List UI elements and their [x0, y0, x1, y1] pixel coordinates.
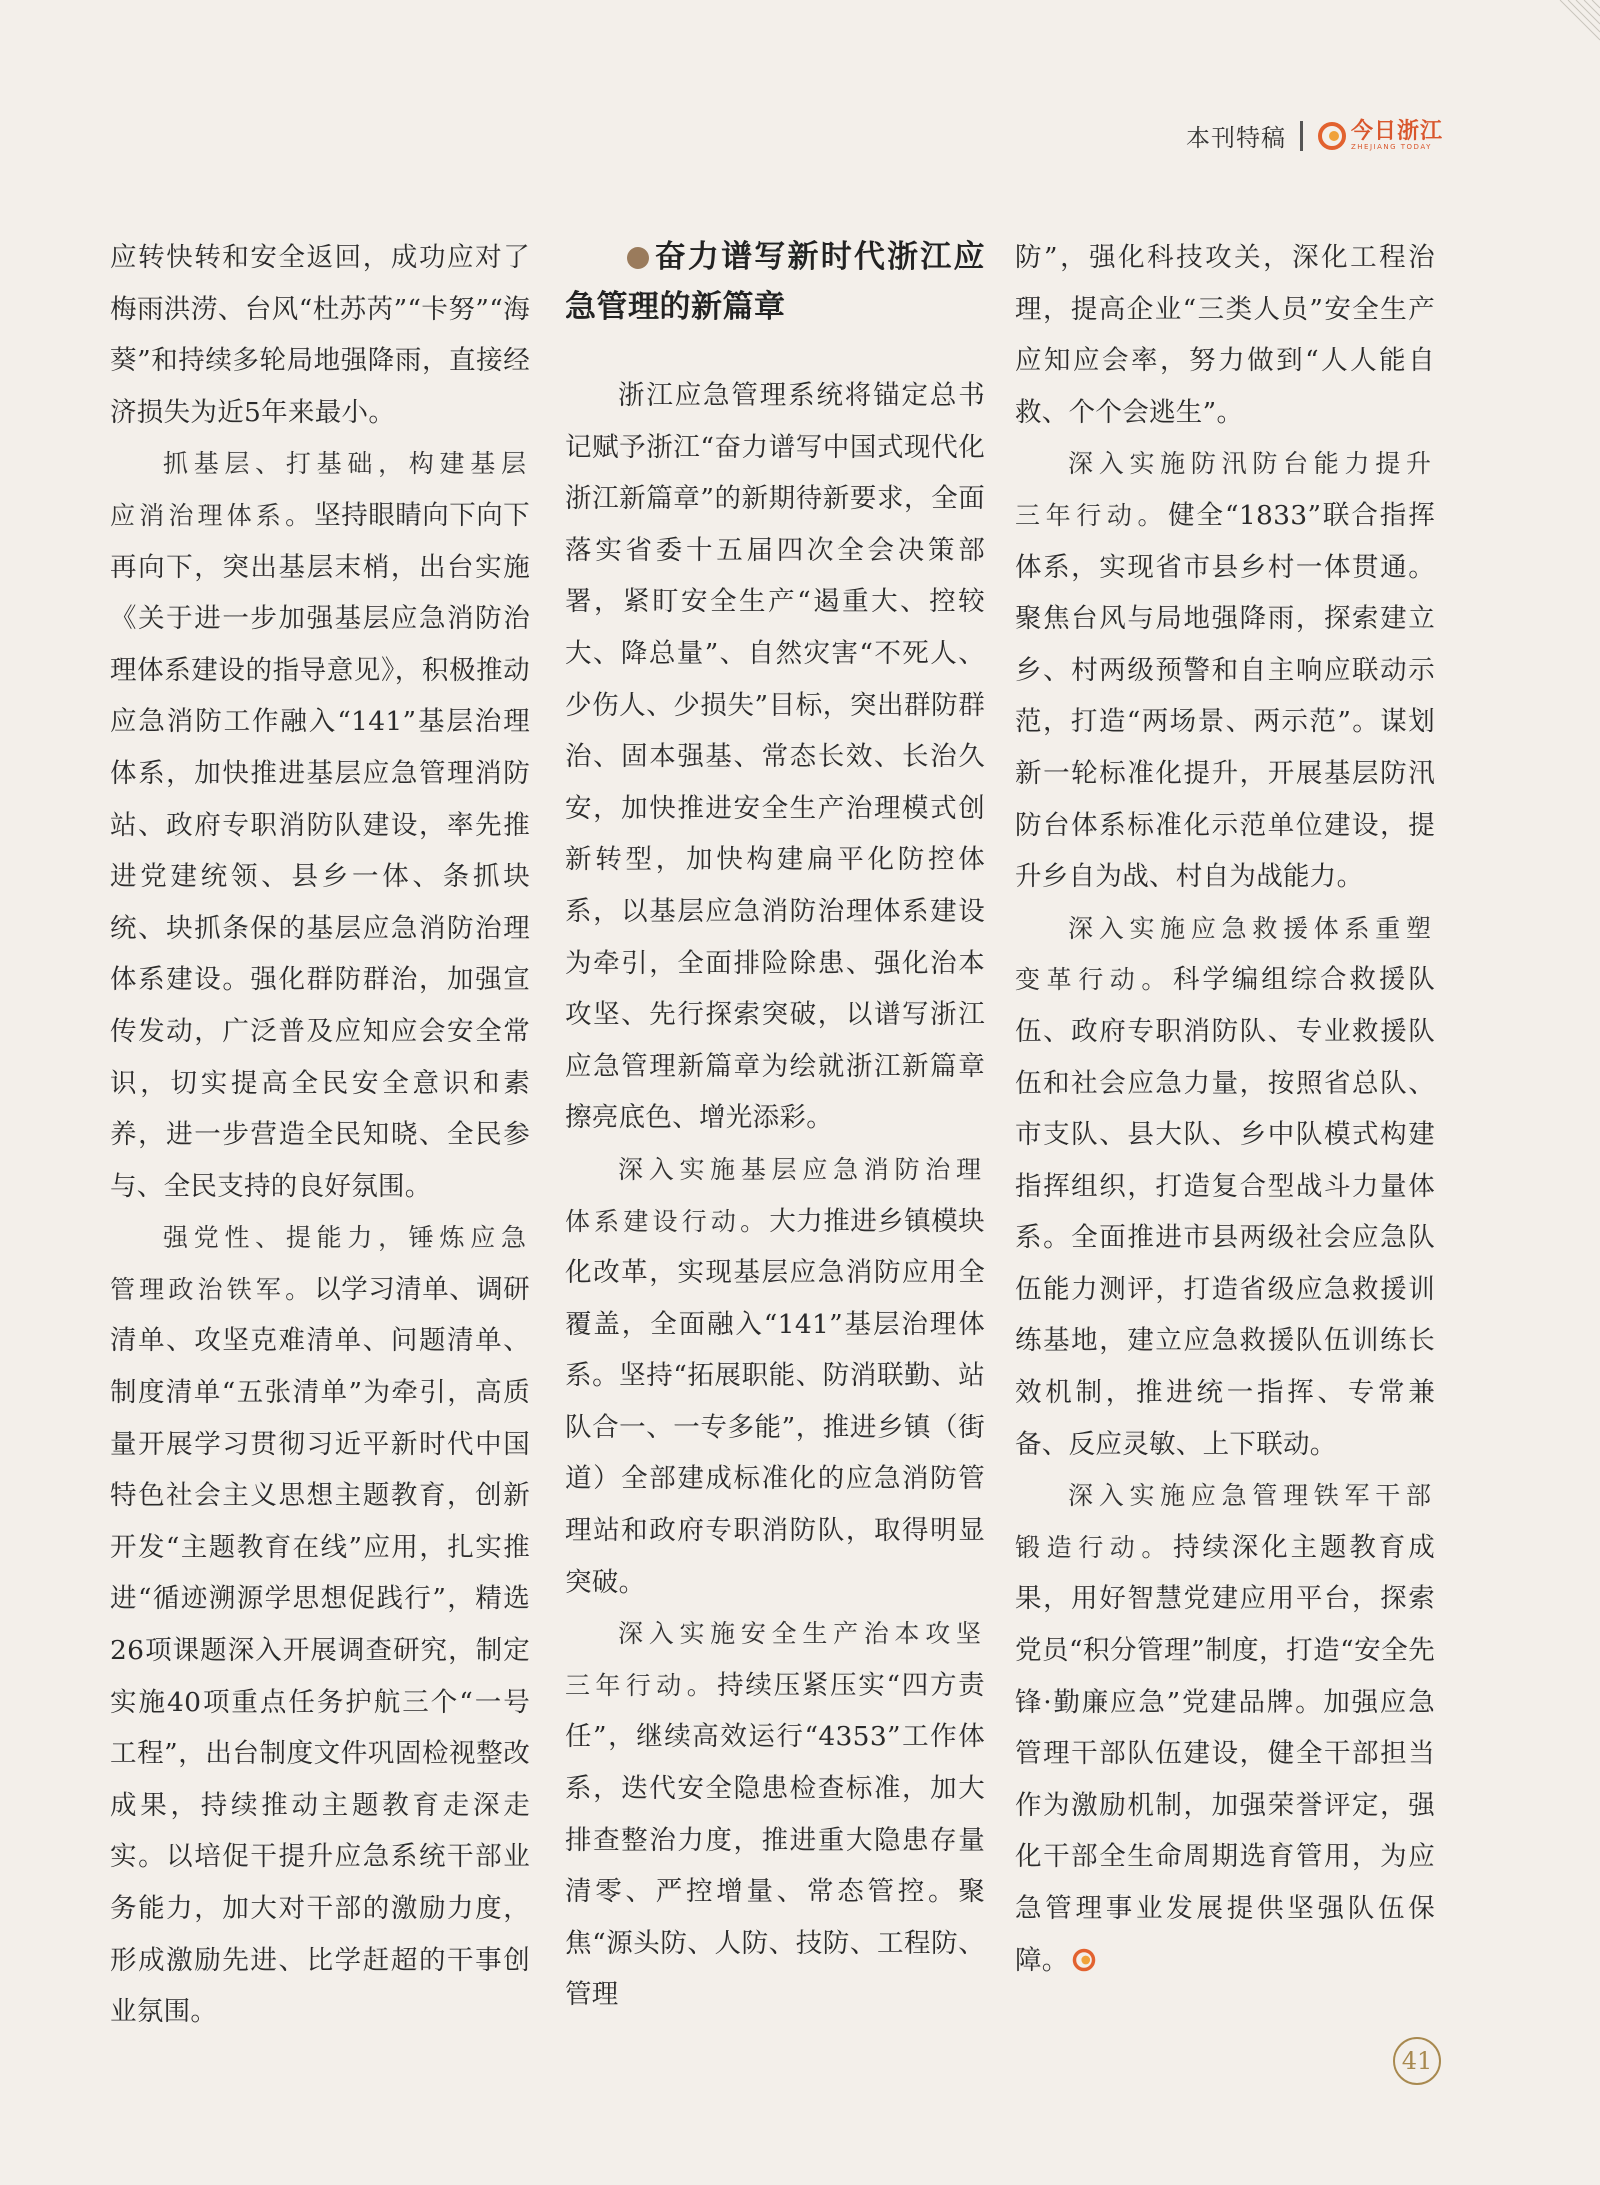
paragraph — [1015, 438, 1435, 902]
paragraph — [110, 1212, 530, 2038]
magazine-logo — [1317, 120, 1443, 151]
column-3 — [1015, 232, 1435, 1986]
paragraph-body: 以学习清单、调研清单、攻坚克难清单、问题清单、制度清单“五张清单”为牵引，高质量开展学习贯彻习近平新时代中国特色社会主义思想主题教育，创新开发“主题教育在线”应用，扎实推进“循迹溯源学思想促践行”，精选26项课题深入开展调查研究，制定实施40项重点任务护航三个“一号工程”，出台制度文件巩固检视整改成果，持续推动主题教育走深走实。以培促干提升应急系统干部业务能力，加大对干部的激励力度，形成激励先进、比学赶超的干事创业氛围。 — [110, 1273, 530, 2028]
paragraph-body: 科学编组综合救援队伍、政府专职消防队、专业救援队伍和社会应急力量，按照省总队、市支队、县大队、乡中队模式构建指挥组织，打造复合型战斗力量体系。全面推进市县两级社会应急队伍能力测评，打造省级应急救援训练基地，建立应急救援队伍训练长效机制，推进统一指挥、专常兼备、反应灵敏、上下联动。 — [1015, 964, 1435, 1460]
paragraph-body: 持续压紧压实“四方责任”，继续高效运行“4353”工作体系，迭代安全隐患检查标准，加大排查整治力度，推进重大隐患存量清零、严控增量、常态管控。聚焦“源头防、人防、技防、工程防、管理 — [565, 1669, 985, 2011]
column-2 — [565, 232, 985, 2021]
paragraph-body: 持续深化主题教育成果，用好智慧党建应用平台，探索党员“积分管理”制度，打造“安全先锋·勤廉应急”党建品牌。加强应急管理干部队伍建设，健全干部担当作为激励机制，加强荣誉评定，强化干部全生命周期选育管用，为应急管理事业发展提供坚强队伍保障。 — [1015, 1531, 1435, 1976]
paragraph-lead: 强党性、提能力，锤炼应急管理政治铁军。 — [110, 1223, 530, 1304]
corner-decoration — [1540, 0, 1600, 60]
paragraph-lead: 深入实施应急管理铁军干部锻造行动。 — [1015, 1481, 1435, 1562]
column-1 — [110, 232, 530, 2038]
paragraph-body: 健全“1833”联合指挥体系，实现省市县乡村一体贯通。聚焦台风与局地强降雨，探索建立乡、村两级预警和自主响应联动示范，打造“两场景、两示范”。谋划新一轮标准化提升，开展基层防汛防台体系标准化示范单位建设，提升乡自为战、村自为战能力。 — [1015, 499, 1435, 893]
paragraph: 应转快转和安全返回，成功应对了梅雨洪涝、台风“杜苏芮”“卡努”“海葵”和持续多轮局地强降雨，直接经济损失为近5年来最小。 — [110, 242, 530, 428]
logo-english: ZHEJIANG TODAY — [1350, 143, 1432, 151]
paragraph-lead: 深入实施防汛防台能力提升三年行动。 — [1015, 449, 1435, 530]
end-mark-icon — [1071, 1947, 1097, 1973]
paragraph — [565, 1144, 985, 1608]
section-heading-text: 奋力谱写新时代浙江应急管理的新篇章 — [565, 239, 985, 325]
page-number: 41 — [1393, 2037, 1441, 2085]
paragraph — [1015, 1470, 1435, 1986]
section-name: 本刊特稿 — [1185, 124, 1286, 152]
paragraph-body: 坚持眼睛向下向下再向下，突出基层末梢，出台实施《关于进一步加强基层应急消防治理体系建设的指导意见》，积极推动应急消防工作融入“141”基层治理体系，加快推进基层应急管理消防站、政府专职消防队建设，率先推进党建统领、县乡一体、条抓块统、块抓条保的基层应急消防治理体系建设。强化群防群治，加强宣传发动，广泛普及应知应会安全常识，切实提高全民安全意识和素养，进一步营造全民知晓、全民参与、全民支持的良好氛围。 — [110, 499, 530, 1202]
logo-chinese: 今日浙江 — [1350, 118, 1443, 144]
paragraph-lead: 深入实施基层应急消防治理体系建设行动。 — [565, 1154, 985, 1236]
bullet-icon — [627, 247, 649, 269]
header-divider — [1300, 121, 1303, 151]
paragraph: 浙江应急管理系统将锚定总书记赋予浙江“奋力谱写中国式现代化浙江新篇章”的新期待新要求，全面落实省委十五届四次全会决策部署，紧盯安全生产“遏重大、控较大、降总量”、自然灾害“不死人、少伤人、少损失”目标，突出群防群治、固本强基、常态长效、长治久安，加快推进安全生产治理模式创新转型，加快构建扁平化防控体系，以基层应急消防治理体系建设为牵引，全面排险除患、强化治本攻坚、先行探索突破，以谱写浙江应急管理新篇章为绘就浙江新篇章擦亮底色、增光添彩。 — [565, 380, 985, 1134]
paragraph-lead: 深入实施应急救援体系重塑变革行动。 — [1015, 913, 1435, 995]
paragraph — [1015, 903, 1435, 1471]
paragraph-body: 大力推进乡镇模块化改革，实现基层应急消防应用全覆盖，全面融入“141”基层治理体系。坚持“拓展职能、防消联勤、站队合一、一专多能”，推进乡镇（街道）全部建成标准化的应急消防管理站和政府专职消防队，取得明显突破。 — [565, 1205, 985, 1598]
paragraph — [565, 1608, 985, 2021]
paragraph-lead: 抓基层、打基础，构建基层应消治理体系。 — [110, 449, 530, 530]
page-header — [1186, 118, 1443, 153]
paragraph — [110, 438, 530, 1212]
paragraph: 防”，强化科技攻关，深化工程治理，提高企业“三类人员”安全生产应知应会率，努力做到“人人能自救、个个会逃生”。 — [1015, 242, 1435, 428]
logo-swirl-icon — [1317, 121, 1347, 151]
paragraph-lead: 深入实施安全生产治本攻坚三年行动。 — [565, 1619, 985, 1700]
section-heading — [565, 232, 985, 332]
